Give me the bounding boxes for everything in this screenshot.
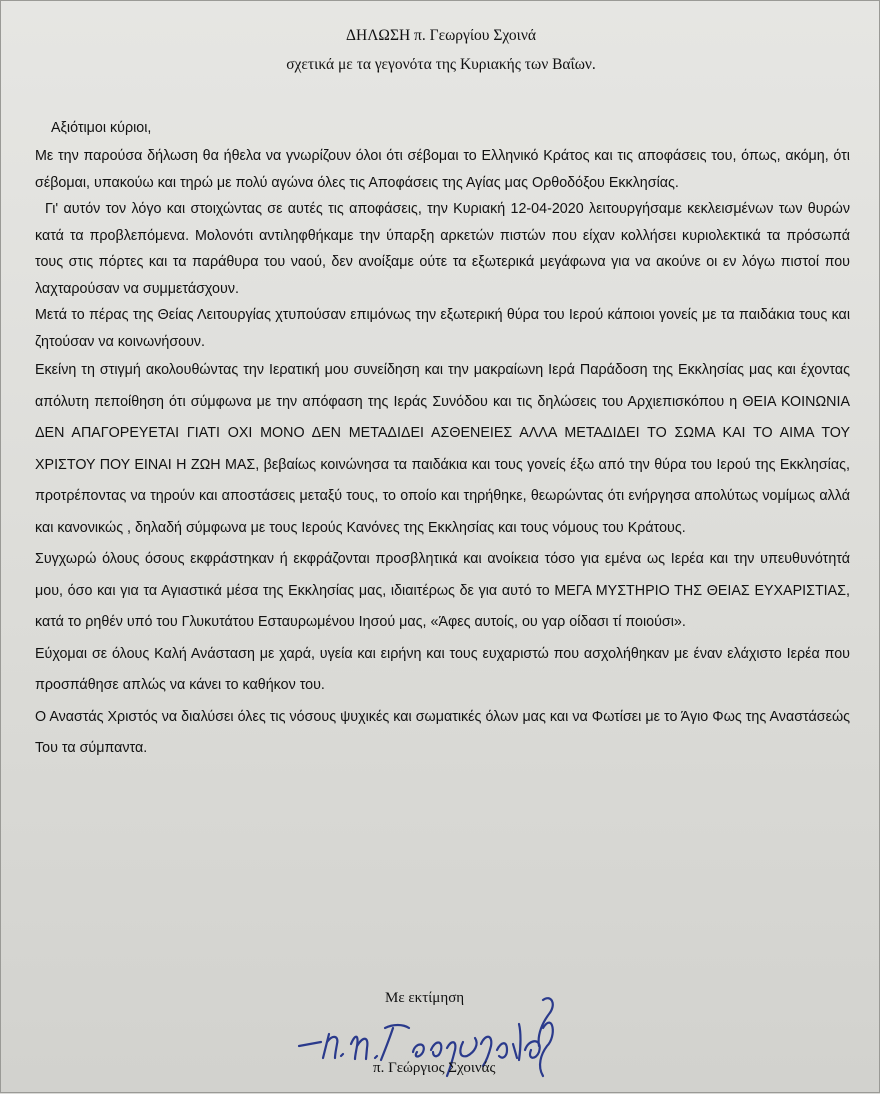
paragraph-after-liturgy: Μετά το πέρας της Θείας Λειτουργίας χτυπούσαν επιμόνως την εξωτερική θύρα του Ιερού κάποιοι γονείς με τα παιδάκια τους και ζητούσαν να κοινωνήσουν. xyxy=(35,307,850,350)
paragraph-wishes: Εύχομαι σε όλους Καλή Ανάσταση με χαρά, υγεία και ειρήνη και τους ευχαριστώ που ασχολήθηκαν με έναν ελάχιστο Ιερέα που προσπάθησε απλώς να κάνει το καθήκον του. xyxy=(35,645,850,693)
letter-title: ΔΗΛΩΣΗ π. Γεωργίου Σχοινά xyxy=(346,27,536,44)
handwritten-signature xyxy=(281,984,611,1094)
letter-subtitle: σχετικά με τα γεγονότα της Κυριακής των Βαΐων. xyxy=(286,56,596,73)
paragraph-communion: Εκείνη τη στιγμή ακολουθώντας την Ιερατική μου συνείδηση και την μακραίωνη Ιερά Παράδοση της Εκκλησίας μας και έχοντας απόλυτη πεποίθηση ότι σύμφωνα με την απόφαση της Ιεράς Συνόδου και τις δηλώσεις του Αρχιεπισκόπου η ΘΕΙΑ ΚΟΙΝΩΝΙΑ ΔΕΝ ΑΠΑΓΟΡΕΥΕΤΑΙ ΓΙΑΤΙ ΟΧΙ ΜΟΝΟ ΔΕΝ ΜΕΤΑΔΙΔΕΙ ΑΣΘΕΝΕΙΕΣ ΑΛΛΑ ΜΕΤΑΔΙΔΕΙ ΤΟ ΣΩΜΑ ΚΑΙ ΤΟ ΑΙΜΑ ΤΟΥ ΧΡΙΣΤΟΥ ΠΟΥ ΕΙΝΑΙ Η ΖΩΗ ΜΑΣ, βεβαίως κοινώνησα τα παιδάκια και τους γονείς έξω από την θύρα του Ιερού της Εκκλησίας, προτρέποντας να τηρούν και αποστάσεις μεταξύ τους, το οποίο και τηρήθηκε, θεωρώντας ότι ενήργησα απολύτως νομίμως αλλά και κανονικώς , δηλαδή σύμφωνα με τους Ιερούς Κανόνες της Εκκλησίας και τους νόμους του Κράτους. xyxy=(35,362,850,536)
paragraph-closed-doors: Γι' αυτόν τον λόγο και στοιχώντας σε αυτές τις αποφάσεις, την Κυριακή 12-04-2020 λειτουργήσαμε κεκλεισμένων των θυρών κατά τα προβλεπόμενα. Μολονότι αντιληφθήκαμε την ύπαρξη αρκετών πιστών που είχαν κολλήσει κυριολεκτικά τα πρόσωπά τους στις πόρτες και τα παράθυρα του ναού, δεν ανοίξαμε ούτε τα εξωτερικά μεγάφωνα για να ακούνε οι εν λόγω πιστοί που λαχταρούσαν να συμμετάσχουν. xyxy=(35,201,850,297)
salutation: Αξιότιμοι κύριοι, xyxy=(51,120,152,136)
paragraph-respect: Με την παρούσα δήλωση θα ήθελα να γνωρίζουν όλοι ότι σέβομαι το Ελληνικό Κράτος και τις αποφάσεις του, όπως, ακόμη, ότι σέβομαι, υπακούω και τηρώ με πολύ αγώνα όλες τις Αποφάσεις της Αγίας μας Ορθοδόξου Εκκλησίας. xyxy=(35,148,850,191)
paragraph-blessing: Ο Αναστάς Χριστός να διαλύσει όλες τις νόσους ψυχικές και σωματικές όλων μας και να Φωτίσει με το Άγιο Φως της Αναστάσεώς Του τα σύμπαντα. xyxy=(35,708,850,756)
signature-block xyxy=(281,984,611,1094)
signature-name: π. Γεώργιος Σχοινάς xyxy=(373,1060,496,1076)
letter-body xyxy=(35,114,850,765)
letter-header xyxy=(1,21,880,79)
paragraph-forgiveness: Συγχωρώ όλους όσους εκφράστηκαν ή εκφράζονται προσβλητικά και ανοίκεια τόσο για εμένα ως Ιερέα και την υπευθυνότητά μου, όσο και για τα Αγιαστικά μέσα της Εκκλησίας μας, ιδιαιτέρως δε για αυτό το ΜΕΓΑ ΜΥΣΤΗΡΙΟ ΤΗΣ ΘΕΙΑΣ ΕΥΧΑΡΙΣΤΙΑΣ, κατά το ρηθέν υπό του Γλυκυτάτου Εσταυρωμένου Ιησού μας, «Άφες αυτοίς, ου γαρ οίδασι τί ποιούσι». xyxy=(35,551,850,630)
signature-closing: Με εκτίμηση xyxy=(385,990,465,1006)
